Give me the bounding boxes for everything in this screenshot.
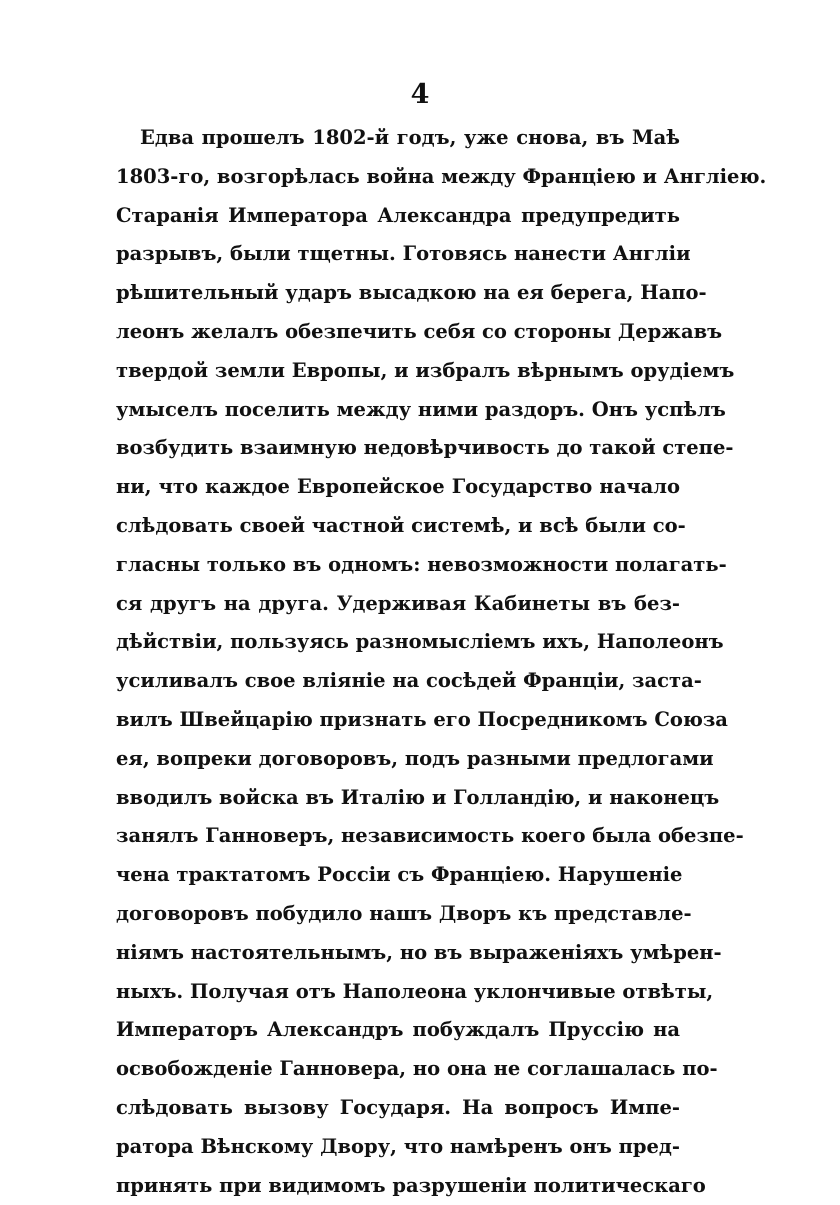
text-line: разрывъ, были тщетны. Готовясь нанести Англіи — [116, 242, 691, 266]
text-line: рѣшительный ударъ высадкою на ея берега, Напо- — [116, 281, 707, 305]
text-line: ніямъ настоятельнымъ, но въ выраженіяхъ умѣрен- — [116, 940, 722, 964]
text-line: твердой земли Европы, и избралъ вѣрнымъ орудіемъ — [116, 358, 735, 382]
text-line: умыселъ поселить между ними раздоръ. Онъ успѣлъ — [116, 397, 726, 421]
text-line: усиливалъ свое вліяніе на сосѣдей Франціи, заста- — [116, 669, 702, 693]
text-line: освобожденіе Ганновера, но она не соглашалась по- — [116, 1057, 718, 1081]
body-text — [116, 119, 767, 1205]
text-line: ся другъ на друга. Удерживая Кабинеты въ без- — [116, 591, 680, 615]
text-line: дѣйствіи, пользуясь разномысліемъ ихъ, Наполеонъ — [116, 630, 724, 654]
text-line: занялъ Ганноверъ, независимость коего была обезпе- — [116, 824, 744, 848]
text-line: ни, что каждое Европейское Государство начало — [116, 475, 680, 499]
text-line: слѣдовать вызову Государя. На вопросъ Импе- — [116, 1095, 680, 1119]
text-line: Едва прошелъ 1802-й годъ, уже снова, въ Маѣ — [140, 126, 680, 149]
text-line: Императоръ Александръ побуждалъ Пруссію на — [116, 1018, 680, 1042]
text-line: леонъ желалъ обезпечить себя со стороны Державъ — [116, 319, 723, 343]
text-line: вилъ Швейцарію признать его Посредникомъ Союза — [116, 707, 728, 731]
text-line: гласны только въ одномъ: невозможности полагать- — [116, 552, 727, 576]
text-line: возбудить взаимную недовѣрчивость до такой степе- — [116, 436, 734, 460]
text-line: принять при видимомъ разрушеніи политическаго — [116, 1173, 706, 1197]
text-line: договоровъ побудило нашъ Дворъ къ представле- — [116, 901, 692, 925]
text-line: чена трактатомъ Россіи съ Франціею. Нарушеніе — [116, 863, 683, 887]
text-line: ея, вопреки договоровъ, подъ разными предлогами — [116, 746, 714, 770]
page-number: 4 — [410, 79, 430, 110]
text-line: 1803-го, возгорѣлась война между Франціею и Англіею. — [116, 164, 767, 188]
text-line: ратора Вѣнскому Двору, что намѣренъ онъ пред- — [116, 1134, 680, 1158]
text-line: вводилъ войска въ Италію и Голландію, и наконецъ — [116, 785, 720, 809]
text-line: Старанія Императора Александра предупредить — [116, 203, 680, 227]
text-line: слѣдовать своей частной системѣ, и всѣ были со- — [116, 513, 686, 537]
text-line: ныхъ. Получая отъ Наполеона уклончивые отвѣты, — [116, 979, 714, 1003]
